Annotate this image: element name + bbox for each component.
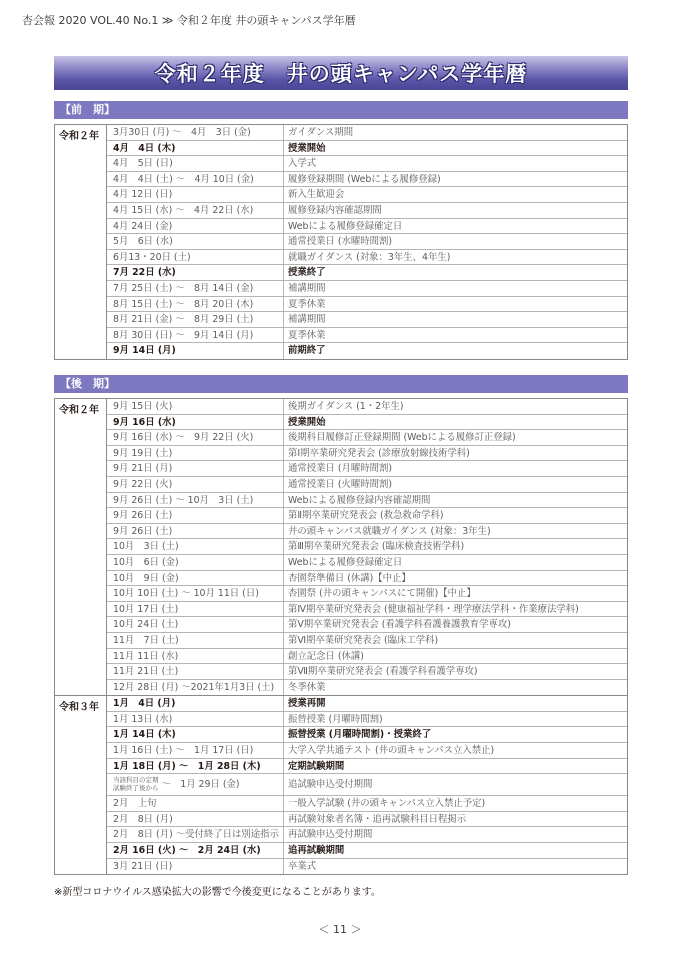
schedule-row — [107, 328, 627, 344]
event-cell: 授業終了 — [288, 267, 326, 279]
event-cell: 第Ⅶ期卒業研究発表会 (看護学科看護学専攻) — [288, 666, 478, 678]
event-cell: 第Ⅳ期卒業研究発表会 (健康福祉学科・理学療法学科・作業療法学科) — [288, 603, 579, 615]
schedule-row — [107, 281, 627, 297]
schedule-row — [107, 172, 627, 188]
event-cell: ガイダンス期間 — [288, 127, 354, 138]
schedule-row — [107, 187, 627, 203]
date-cell: 10月 3日 (土) — [107, 539, 284, 554]
title-banner — [54, 56, 628, 90]
date-cell: 5月 6日 (水) — [107, 234, 284, 249]
event-cell: 第Ⅴ期卒業研究発表会 (看護学科看護養護教育学専攻) — [288, 619, 511, 631]
date-cell: 2月 上旬 — [107, 796, 284, 811]
event-cell: 後期科目履修訂正登録期間 (Webによる履修訂正登録) — [288, 432, 516, 444]
date-cell: 2月 8日 (月) ～受付終了日は別途指示 — [107, 827, 284, 842]
date-cell: 3月30日 (月) ～ 4月 3日 (金) — [107, 125, 284, 140]
schedule-row — [107, 617, 627, 633]
date-cell: 9月 26日 (土) ～ 10月 3日 (土) — [107, 493, 284, 508]
date-cell: 1月 18日 (月) ～ 1月 28日 (木) — [107, 759, 284, 774]
event-cell: 補講期間 — [288, 282, 326, 294]
schedule-row — [107, 586, 627, 602]
era-label: 令和３年 — [55, 696, 107, 874]
event-cell: 追再試験期間 — [288, 845, 345, 857]
event-cell: 創立記念日 (休講) — [288, 650, 364, 662]
date-cell: 11月 7日 (土) — [107, 633, 284, 648]
date-cell: 12月 28日 (月) ～2021年1月3日 (土) — [107, 680, 284, 696]
event-cell: 前期終了 — [288, 345, 326, 357]
date-cell: 10月 9日 (金) — [107, 571, 284, 586]
date-cell: 1月 4日 (月) — [107, 696, 284, 711]
date-cell: 11月 21日 (土) — [107, 664, 284, 679]
schedule-row — [107, 774, 627, 796]
event-cell: Webによる履修登録内容確認期間 — [288, 494, 431, 506]
date-cell: 10月 6日 (金) — [107, 555, 284, 570]
schedule-table-kouki — [54, 398, 628, 875]
date-cell — [107, 774, 284, 795]
schedule-row — [107, 680, 627, 696]
event-cell: 振替授業 (月曜時間割) — [288, 713, 383, 725]
schedule-row — [107, 524, 627, 540]
date-cell: 9月 16日 (水) — [107, 415, 284, 430]
event-cell: 大学入学共通テスト (井の頭キャンパス立入禁止) — [288, 745, 495, 757]
section-header-zenki: 【前 期】 — [54, 101, 628, 119]
schedule-row — [107, 859, 627, 875]
schedule-row — [107, 234, 627, 250]
date-cell: 2月 8日 (月) — [107, 812, 284, 827]
schedule-row — [107, 399, 627, 415]
date-cell: 1月 14日 (木) — [107, 727, 284, 742]
schedule-row — [107, 743, 627, 759]
event-cell: 冬季休業 — [288, 681, 326, 693]
date-cell: 9月 21日 (月) — [107, 461, 284, 476]
schedule-row — [107, 696, 627, 712]
schedule-table-zenki — [54, 124, 628, 360]
date-cell: 3月 21日 (日) — [107, 859, 284, 875]
date-cell: 4月 5日 (日) — [107, 156, 284, 171]
event-cell: 新入生歓迎会 — [288, 189, 345, 201]
footnote: ※新型コロナウイルス感染拡大の影響で今後変更になることがあります。 — [54, 887, 381, 898]
event-cell: 通常授業日 (月曜時間割) — [288, 463, 393, 475]
page-number: ＜ 11 ＞ — [318, 923, 362, 936]
schedule-row — [107, 312, 627, 328]
section-header-kouki: 【後 期】 — [54, 375, 628, 393]
date-cell: 1月 16日 (土) ～ 1月 17日 (日) — [107, 743, 284, 758]
date-cell: 4月 4日 (木) — [107, 141, 284, 156]
event-cell: 後期ガイダンス (1・2年生) — [288, 401, 404, 412]
date-cell: 2月 16日 (火) ～ 2月 24日 (水) — [107, 843, 284, 858]
date-cell: 4月 12日 (日) — [107, 187, 284, 202]
date-cell: 4月 24日 (金) — [107, 219, 284, 234]
event-cell: 履修登録期間 (Webによる履修登録) — [288, 173, 441, 185]
event-cell: 杏園祭 (井の頭キャンパスにて開催)【中止】 — [288, 588, 476, 600]
schedule-row — [107, 446, 627, 462]
event-cell: 通常授業日 (水曜時間割) — [288, 236, 393, 248]
schedule-row — [107, 649, 627, 665]
date-cell: 4月 4日 (土) ～ 4月 10日 (金) — [107, 172, 284, 187]
date-text: ～ 1月 29日 (金) — [161, 779, 240, 791]
event-cell: 授業開始 — [288, 416, 326, 428]
event-cell: 定期試験期間 — [288, 760, 345, 772]
date-cell: 10月 10日 (土) ～ 10月 11日 (日) — [107, 586, 284, 601]
event-cell: 就職ガイダンス (対象：3年生、4年生) — [288, 251, 451, 263]
date-cell: 8月 21日 (金) ～ 8月 29日 (土) — [107, 312, 284, 327]
schedule-row — [107, 539, 627, 555]
schedule-row — [107, 430, 627, 446]
schedule-row — [107, 219, 627, 235]
schedule-row — [107, 297, 627, 313]
event-cell: Webによる履修登録確定日 — [288, 220, 403, 232]
schedule-row — [107, 843, 627, 859]
event-cell: 通常授業日 (火曜時間割) — [288, 478, 393, 490]
era-group — [55, 696, 627, 874]
event-cell: 振替授業 (月曜時間割)・授業終了 — [288, 729, 432, 741]
schedule-row — [107, 250, 627, 266]
schedule-row — [107, 759, 627, 775]
schedule-row — [107, 571, 627, 587]
schedule-row — [107, 812, 627, 828]
schedule-row — [107, 343, 627, 359]
schedule-row — [107, 461, 627, 477]
schedule-row — [107, 265, 627, 281]
date-cell: 8月 15日 (土) ～ 8月 20日 (木) — [107, 297, 284, 312]
schedule-row — [107, 796, 627, 812]
event-cell: 履修登録内容確認期間 — [288, 204, 382, 216]
era-label: 令和２年 — [55, 399, 107, 695]
event-cell: 卒業式 — [288, 860, 317, 872]
schedule-row — [107, 727, 627, 743]
schedule-row — [107, 602, 627, 618]
date-cell: 1月 13日 (水) — [107, 712, 284, 727]
event-cell: 入学式 — [288, 158, 317, 170]
running-header: 杏会報 2020 VOL.40 No.1 ≫ 令和２年度 井の頭キャンパス学年暦 — [22, 14, 356, 27]
schedule-row — [107, 141, 627, 157]
date-cell: 7月 25日 (土) ～ 8月 14日 (金) — [107, 281, 284, 296]
date-cell: 4月 15日 (水) ～ 4月 22日 (水) — [107, 203, 284, 218]
date-note — [113, 777, 159, 792]
date-cell: 9月 15日 (火) — [107, 399, 284, 414]
date-cell: 9月 26日 (土) — [107, 508, 284, 523]
date-cell: 10月 17日 (土) — [107, 602, 284, 617]
event-cell: 第Ⅰ期卒業研究発表会 (診療放射線技術学科) — [288, 447, 470, 459]
date-cell: 9月 19日 (土) — [107, 446, 284, 461]
date-cell: 9月 22日 (火) — [107, 477, 284, 492]
event-cell: 追試験申込受付期間 — [288, 779, 373, 791]
event-cell: 再試験対象者名簿・追再試験科目日程掲示 — [288, 813, 467, 825]
event-cell: 夏季休業 — [288, 298, 326, 310]
date-cell: 11月 11日 (水) — [107, 649, 284, 664]
event-cell: 夏季休業 — [288, 329, 326, 341]
event-cell: 井の頭キャンパス就職ガイダンス (対象：3年生) — [288, 525, 491, 537]
schedule-row — [107, 664, 627, 680]
date-note-line: 試験終了後から — [113, 783, 159, 792]
page-title: 令和２年度 井の頭キャンパス学年暦 — [154, 62, 528, 86]
era-group — [55, 125, 627, 359]
schedule-row — [107, 633, 627, 649]
event-cell: 第Ⅵ期卒業研究発表会 (臨床工学科) — [288, 634, 439, 646]
schedule-row — [107, 712, 627, 728]
event-cell: 授業再開 — [288, 698, 326, 710]
date-cell: 6月13・20日 (土) — [107, 250, 284, 265]
event-cell: Webによる履修登録確定日 — [288, 556, 403, 568]
event-cell: 第Ⅱ期卒業研究発表会 (救急救命学科) — [288, 510, 444, 522]
date-cell: 10月 24日 (土) — [107, 617, 284, 632]
event-cell: 一般入学試験 (井の頭キャンパス立入禁止予定) — [288, 798, 486, 810]
event-cell: 再試験申込受付期間 — [288, 829, 373, 841]
schedule-row — [107, 125, 627, 141]
schedule-row — [107, 827, 627, 843]
event-cell: 授業開始 — [288, 142, 326, 154]
schedule-row — [107, 156, 627, 172]
era-label: 令和２年 — [55, 125, 107, 359]
schedule-row — [107, 508, 627, 524]
date-note-line: 当該科目の定期 — [113, 776, 159, 785]
date-cell: 8月 30日 (日) ～ 9月 14日 (月) — [107, 328, 284, 343]
event-cell: 補講期間 — [288, 314, 326, 326]
schedule-row — [107, 555, 627, 571]
event-cell: 第Ⅲ期卒業研究発表会 (臨床検査技術学科) — [288, 541, 465, 553]
schedule-row — [107, 493, 627, 509]
date-cell: 9月 16日 (水) ～ 9月 22日 (火) — [107, 430, 284, 445]
date-cell: 7月 22日 (水) — [107, 265, 284, 280]
date-cell: 9月 26日 (土) — [107, 524, 284, 539]
schedule-row — [107, 415, 627, 431]
schedule-row — [107, 203, 627, 219]
event-cell: 杏園祭準備日 (休講)【中止】 — [288, 572, 411, 584]
date-cell: 9月 14日 (月) — [107, 343, 284, 359]
schedule-row — [107, 477, 627, 493]
era-group — [55, 399, 627, 696]
